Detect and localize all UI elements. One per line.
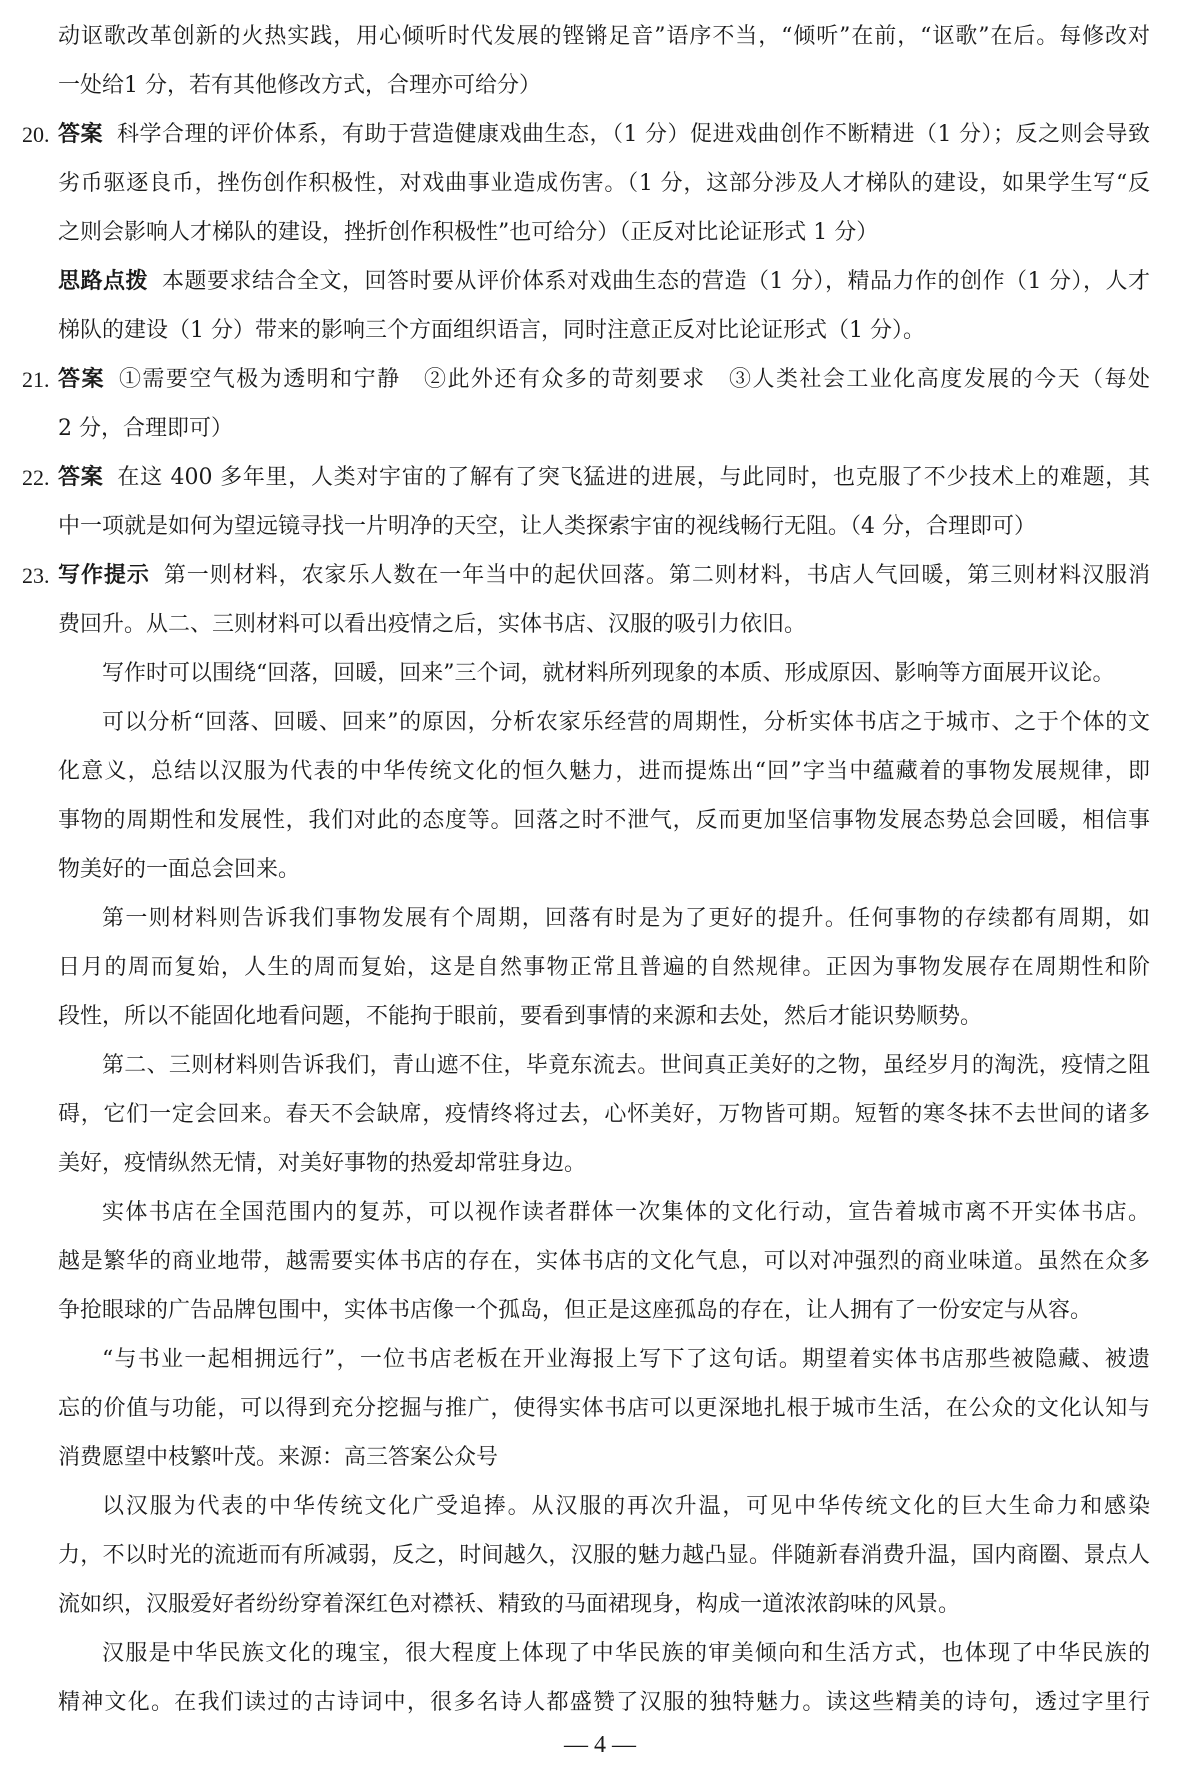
text-line: 汉服是中华民族文化的瑰宝，很大程度上体现了中华民族的审美倾向和生活方式，也体现了中华民族的: [102, 1641, 1150, 1666]
text-line: 段性，所以不能固化地看问题，不能拘于眼前，要看到事情的来源和去处，然后才能识势顺势。: [58, 1004, 983, 1029]
answer-20: [22, 110, 1150, 355]
writing-tip-label: 写作提示: [58, 562, 150, 588]
text-line: ①需要空气极为透明和宁静 ②此外还有众多的苛刻要求 ③人类社会工业化高度发展的今天（每处: [118, 367, 1150, 392]
text-line: 可以分析“回落、回暖、回来”的原因，分析农家乐经营的周期性，分析实体书店之于城市、之于个体的文: [102, 710, 1150, 735]
text-line: 日月的周而复始，人生的周而复始，这是自然事物正常且普遍的自然规律。正因为事物发展存在周期性和阶: [58, 955, 1150, 980]
answer-label: 答案: [58, 121, 104, 147]
text-line: 科学合理的评价体系，有助于营造健康戏曲生态，（1 分）促进戏曲创作不断精进（1 分）；反之则会导致: [117, 122, 1150, 147]
text-line: 精神文化。在我们读过的古诗词中，很多名诗人都盛赞了汉服的独特魅力。读这些精美的诗句，透过字里行: [58, 1690, 1150, 1715]
text-line: 第一则材料，农家乐人数在一年当中的起伏回落。第二则材料，书店人气回暖，第三则材料汉服消: [163, 563, 1150, 588]
source-watermark-text: 来源：高三答案公众号: [278, 1445, 499, 1470]
text-line: “与书业一起相拥远行”，一位书店老板在开业海报上写下了这句话。期望着实体书店那些被隐藏、被遗: [102, 1347, 1150, 1372]
text-line: 梯队的建设（1 分）带来的影响三个方面组织语言，同时注意正反对比论证形式（1 分）。: [58, 318, 925, 343]
text-line: 消费愿望中枝繁叶茂。: [58, 1445, 279, 1470]
text-line: 写作时可以围绕“回落，回暖，回来”三个词，就材料所列现象的本质、形成原因、影响等方面展开议论。: [102, 661, 1115, 686]
text-line: 化意义，总结以汉服为代表的中华传统文化的恒久魅力，进而提炼出“回”字当中蕴藏着的事物发展规律，即: [58, 759, 1150, 784]
answer-label: 答案: [58, 464, 104, 490]
intro-continuation: [58, 12, 1150, 110]
answer-22: [22, 453, 1150, 551]
answer-21: [22, 355, 1150, 453]
text-line: 争抢眼球的广告品牌包围中，实体书店像一个孤岛，但正是这座孤岛的存在，让人拥有了一份安定与从容。: [58, 1298, 1093, 1323]
text-line: 劣币驱逐良币，挫伤创作积极性，对戏曲事业造成伤害。（1 分，这部分涉及人才梯队的建设，如果学生写“反: [58, 171, 1150, 196]
text-line: 流如织，汉服爱好者纷纷穿着深红色对襟袄、精致的马面裙现身，构成一道浓浓韵味的风景。: [58, 1592, 961, 1617]
text-line: 实体书店在全国范围内的复苏，可以视作读者群体一次集体的文化行动，宣告着城市离不开实体书店。: [102, 1200, 1150, 1225]
question-number: 20.: [22, 122, 50, 147]
text-line: 力，不以时光的流逝而有所减弱，反之，时间越久，汉服的魅力越凸显。伴随新春消费升温，国内商圈、景点人: [58, 1543, 1150, 1568]
text-line: 碍，它们一定会回来。春天不会缺席，疫情终将过去，心怀美好，万物皆可期。短暂的寒冬抹不去世间的诸多: [58, 1102, 1150, 1127]
text-line: 越是繁华的商业地带，越需要实体书店的存在，实体书店的文化气息，可以对冲强烈的商业味道。虽然在众多: [58, 1249, 1150, 1274]
text-line: 在这 400 多年里，人类对宇宙的了解有了突飞猛进的进展，与此同时，也克服了不少技术上的难题，其: [117, 465, 1150, 490]
question-number: 22.: [22, 465, 50, 490]
text-line: 第一则材料则告诉我们事物发展有个周期，回落有时是为了更好的提升。任何事物的存续都有周期，如: [102, 906, 1150, 931]
text-line: 美好，疫情纵然无情，对美好事物的热爱却常驻身边。: [58, 1151, 587, 1176]
text-line: 一处给1 分，若有其他修改方式，合理亦可给分）: [58, 73, 541, 98]
question-number: 23.: [22, 563, 50, 588]
text-line: 中一项就是如何为望远镜寻找一片明净的天空，让人类探索宇宙的视线畅行无阻。（4 分，合理即可）: [58, 514, 1036, 539]
answer-23: [22, 551, 1150, 1727]
text-line: 事物的周期性和发展性，我们对此的态度等。回落之时不泄气，反而更加坚信事物发展态势总会回暖，相信事: [58, 808, 1150, 833]
text-line: 费回升。从二、三则材料可以看出疫情之后，实体书店、汉服的吸引力依旧。: [58, 612, 807, 637]
text-line: 以汉服为代表的中华传统文化广受追捧。从汉服的再次升温，可见中华传统文化的巨大生命力和感染: [102, 1494, 1150, 1519]
text-line: 物美好的一面总会回来。: [58, 857, 301, 882]
document-page: [22, 12, 1150, 1727]
hint-label: 思路点拨: [58, 268, 149, 294]
text-line: 之则会影响人才梯队的建设，挫折创作积极性”也可给分）（正反对比论证形式 1 分）: [58, 220, 879, 245]
page-number: — 4 —: [564, 1732, 636, 1758]
question-number: 21.: [22, 367, 50, 392]
text-line: 第二、三则材料则告诉我们，青山遮不住，毕竟东流去。世间真正美好的之物，虽经岁月的淘洗，疫情之阻: [102, 1053, 1150, 1078]
text-line: 2 分，合理即可）: [58, 416, 233, 441]
text-line: 忘的价值与功能，可以得到充分挖掘与推广，使得实体书店可以更深地扎根于城市生活，在公众的文化认知与: [58, 1396, 1150, 1421]
text-line: 本题要求结合全文，回答时要从评价体系对戏曲生态的营造（1 分），精品力作的创作（1 分），人才: [162, 269, 1150, 294]
answer-label: 答案: [58, 366, 105, 392]
text-line: 动讴歌改革创新的火热实践，用心倾听时代发展的铿锵足音”语序不当，“倾听”在前，“讴歌”在后。每修改对: [58, 24, 1150, 49]
